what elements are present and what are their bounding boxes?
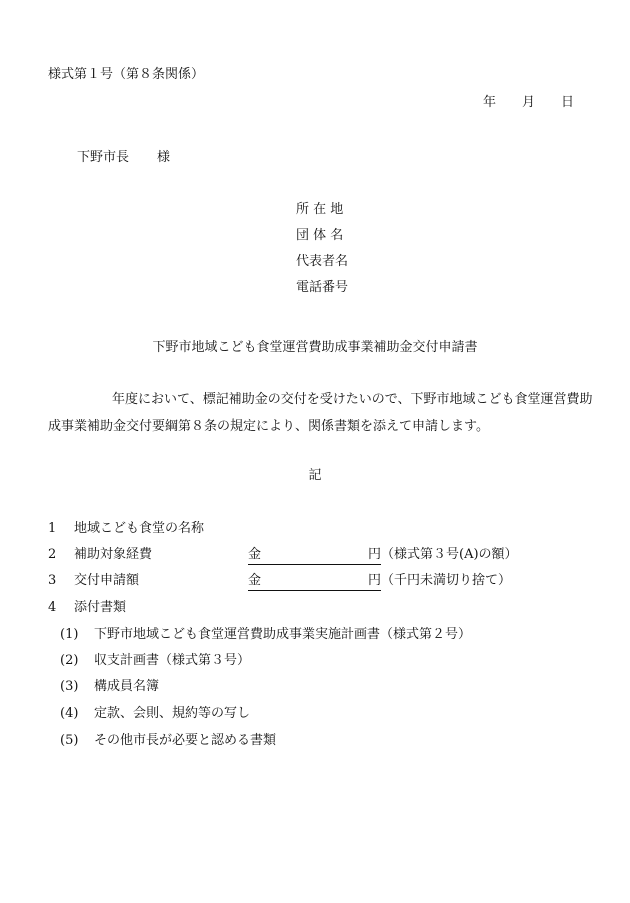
- attachment-label: その他市長が必要と認める書類: [94, 733, 277, 748]
- applicant-phone-label: 電話番号: [296, 280, 349, 295]
- amount-underline: [248, 572, 381, 591]
- document-title: 下野市地域こども食堂運営費助成事業補助金交付申請書: [152, 340, 478, 355]
- item-number: 4: [48, 600, 57, 615]
- attachment-number: (5): [60, 733, 79, 748]
- applicant-address-label: 所 在 地: [296, 202, 344, 217]
- attachment-item: [60, 705, 250, 723]
- item-label: 地域こども食堂の名称: [74, 521, 205, 536]
- attachment-item: [60, 678, 159, 696]
- attachment-label: 下野市地域こども食堂運営費助成事業実施計画書（様式第２号）: [94, 627, 472, 642]
- amount-note: （千円未満切り捨て）: [381, 573, 512, 588]
- attachment-label: 構成員名簿: [94, 679, 160, 694]
- attachment-number: (4): [60, 706, 79, 721]
- attachment-label: 定款、会則、規約等の写し: [94, 706, 251, 721]
- attachment-number: (1): [60, 627, 79, 642]
- item-number: 1: [48, 521, 57, 536]
- addressee-honorific: 様: [157, 150, 171, 165]
- amount-underline: [248, 546, 381, 565]
- amount-unit: 円: [368, 573, 382, 588]
- amount-prefix: 金: [248, 573, 262, 588]
- amount-note: （様式第３号(A)の額）: [381, 547, 518, 562]
- item-2-amount: [248, 546, 518, 565]
- addressee-name: 下野市長: [77, 150, 130, 165]
- attachment-item: [60, 732, 276, 750]
- attachment-item: [60, 652, 250, 670]
- item-label: 交付申請額: [74, 573, 140, 588]
- attachment-number: (3): [60, 679, 79, 694]
- item-3-amount: [248, 572, 511, 591]
- item-label: 補助対象経費: [74, 547, 153, 562]
- ki-heading: 記: [308, 468, 322, 483]
- item-2: [48, 546, 152, 564]
- item-number: 3: [48, 573, 57, 588]
- item-number: 2: [48, 547, 57, 562]
- amount-prefix: 金: [248, 547, 262, 562]
- amount-unit: 円: [368, 547, 382, 562]
- date-day: 日: [560, 95, 574, 110]
- applicant-representative-label: 代表者名: [296, 254, 349, 269]
- item-1: [48, 520, 204, 538]
- date-line: [483, 94, 574, 112]
- body-text: 年度において、標記補助金の交付を受けたいので、下野市地域こども食堂運営費助成事業補助金交付要綱第８条の規定により、関係書類を添えて申請します。: [48, 392, 593, 434]
- form-label: 様式第１号（第８条関係）: [48, 67, 205, 82]
- item-3: [48, 572, 139, 590]
- attachment-item: [60, 626, 471, 644]
- addressee: [77, 149, 170, 167]
- applicant-organization-label: 団 体 名: [296, 228, 344, 243]
- item-4: [48, 599, 126, 617]
- date-year: 年: [482, 95, 496, 110]
- date-month: 月: [521, 95, 535, 110]
- item-label: 添付書類: [74, 600, 127, 615]
- attachment-number: (2): [60, 653, 79, 668]
- attachment-label: 収支計画書（様式第３号）: [94, 653, 251, 668]
